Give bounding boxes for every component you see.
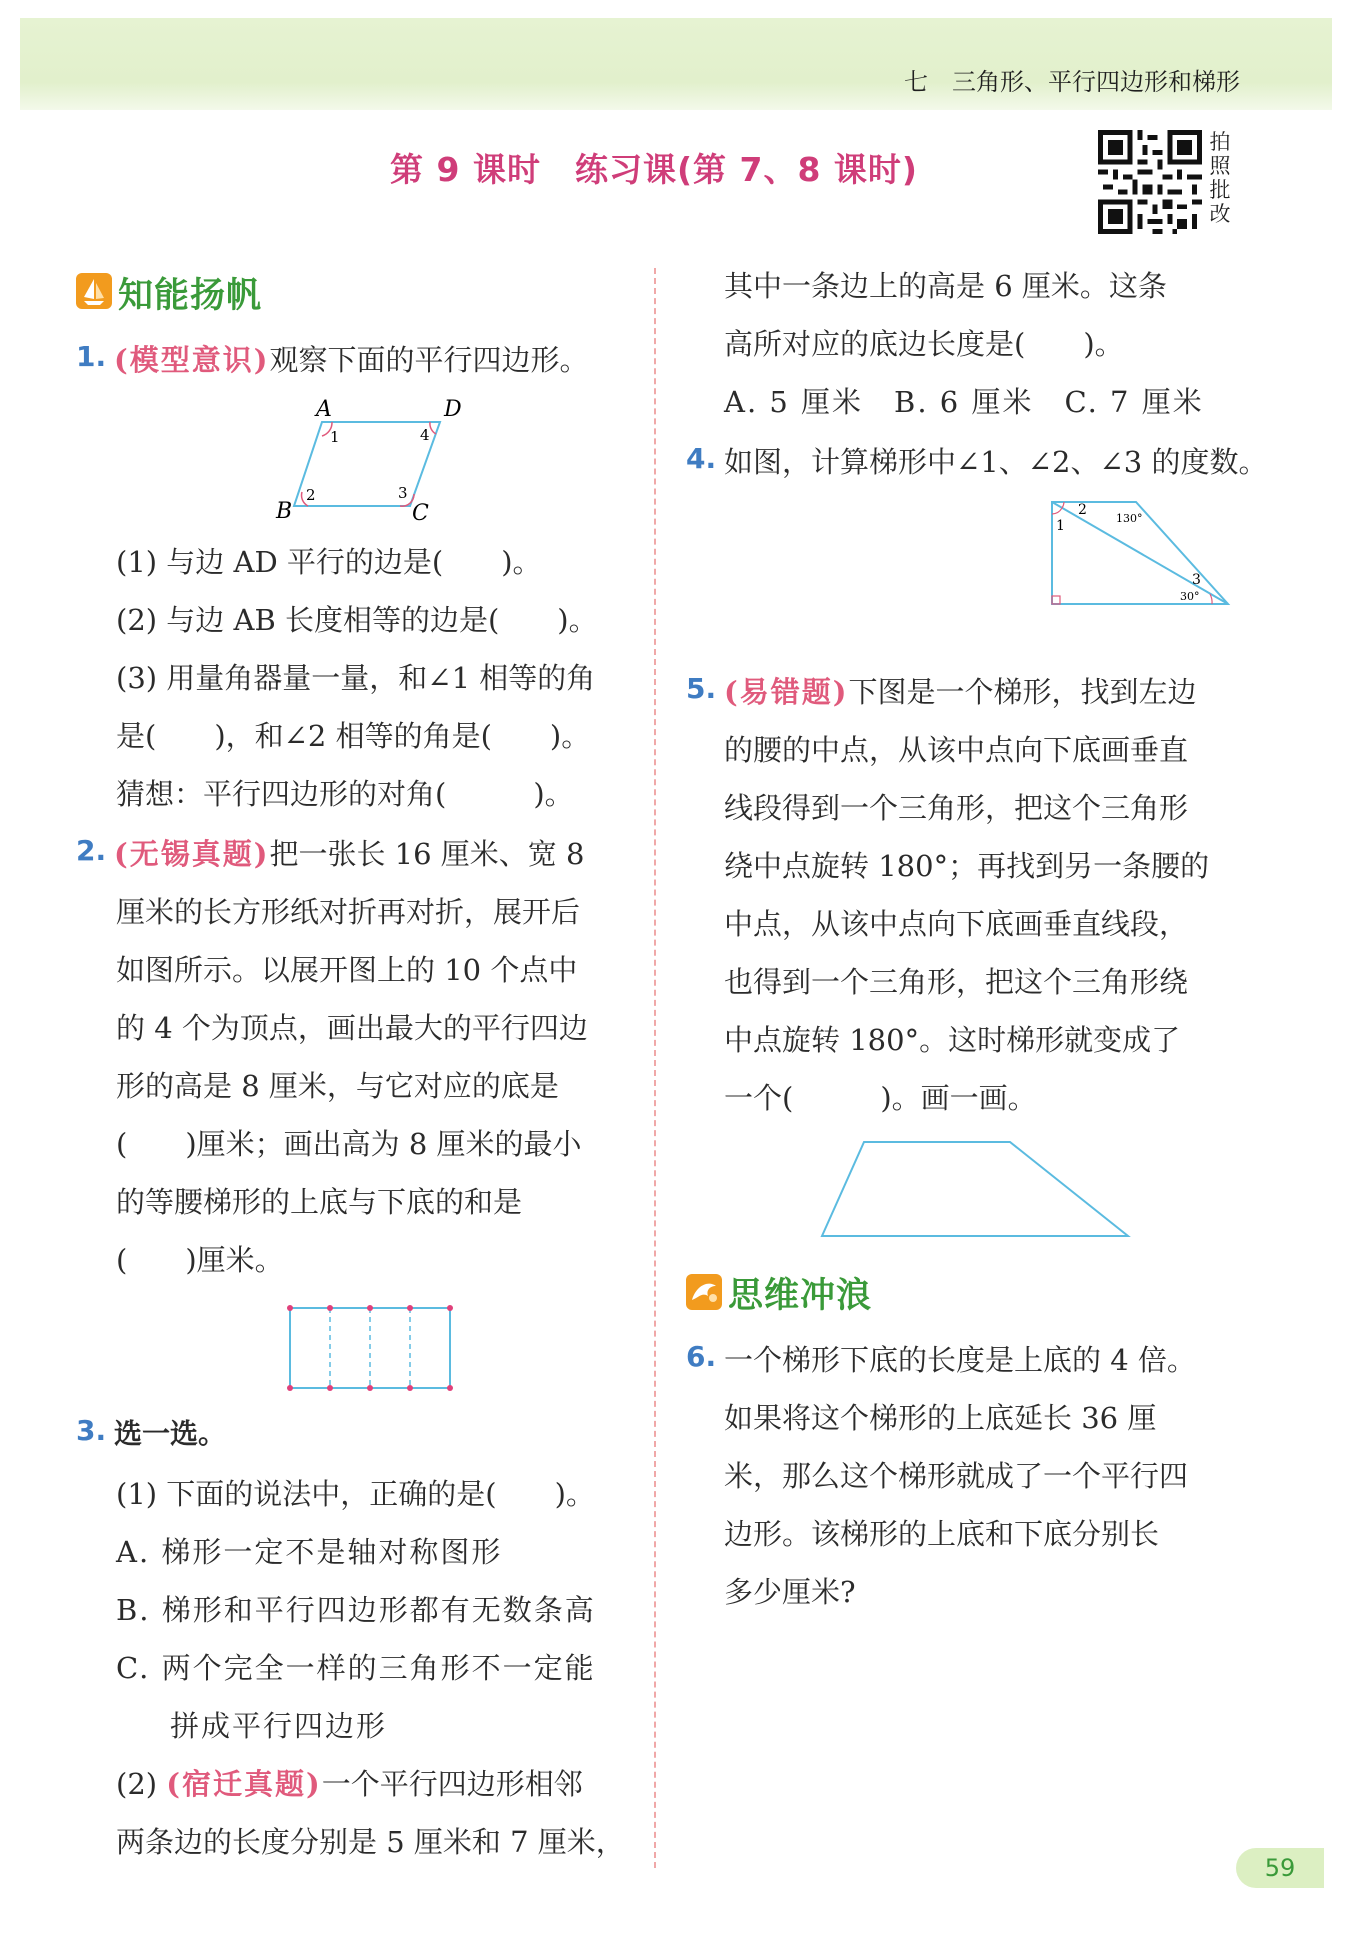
qr-label: 拍 照 批 改	[1209, 130, 1231, 226]
question-number: 1.	[76, 340, 107, 373]
q2-line: 的等腰梯形的上底与下底的和是	[116, 1185, 523, 1219]
section-extend: 思维冲浪	[728, 1276, 873, 1316]
q3-option-c: C. 两个完全一样的三角形不一定能	[116, 1651, 596, 1685]
q4-stem: 如图，计算梯形中∠1、∠2、∠3 的度数。	[724, 445, 1268, 479]
q1-stem: (模型意识)观察下面的平行四边形。	[114, 343, 589, 377]
q3-part2: (2) (宿迁真题)一个平行四边形相邻	[116, 1767, 583, 1801]
q3-option-a: A. 梯形一定不是轴对称图形	[116, 1535, 503, 1569]
q3-part2-line: 高所对应的底边长度是( )。	[724, 327, 1124, 361]
question-number: 3.	[76, 1414, 107, 1447]
angle-label: 3	[1192, 572, 1201, 588]
q5-line: 绕中点旋转 180°；再找到另一条腰的	[724, 849, 1210, 883]
vertex-label: D	[444, 397, 462, 422]
q3-title: 选一选。	[114, 1417, 227, 1450]
chapter-title: 七 三角形、平行四边形和梯形	[904, 68, 1240, 96]
qr-code-icon[interactable]	[1098, 130, 1202, 234]
q6-line: 一个梯形下底的长度是上底的 4 倍。	[724, 1343, 1196, 1377]
q5-line: 的腰的中点，从该中点向下底画垂直	[724, 733, 1189, 767]
angle-value: 30°	[1180, 590, 1200, 603]
angle-label: 1	[1056, 518, 1065, 534]
q6-line: 边形。该梯形的上底和下底分别长	[724, 1517, 1160, 1551]
q2-line: ( )厘米；画出高为 8 厘米的最小	[116, 1127, 582, 1161]
q2-line: (无锡真题)把一张长 16 厘米、宽 8	[114, 837, 585, 871]
question-number: 6.	[686, 1340, 717, 1373]
angle-label: 1	[330, 428, 340, 446]
vertex-label: B	[276, 499, 293, 524]
q3-part2-options: A. 5 厘米 B. 6 厘米 C. 7 厘米	[724, 385, 1204, 419]
q6-line: 米，那么这个梯形就成了一个平行四	[724, 1459, 1189, 1493]
parallelogram-figure	[262, 396, 462, 526]
q3-part2-line: 其中一条边上的高是 6 厘米。这条	[724, 269, 1167, 303]
q5-line: 中点，从该中点向下底画垂直线段，	[724, 907, 1189, 941]
question-number: 4.	[686, 442, 717, 475]
q1-part3-cont: 是( )，和∠2 相等的角是( )。	[116, 719, 591, 753]
vertex-label: C	[412, 501, 429, 526]
q2-line: 的 4 个为顶点，画出最大的平行四边	[116, 1011, 588, 1045]
wave-icon	[686, 1274, 722, 1310]
q2-line: 形的高是 8 厘米，与它对应的底是	[116, 1069, 559, 1103]
folded-paper-figure	[280, 1300, 460, 1396]
question-number: 5.	[686, 672, 717, 705]
q3-part1: (1) 下面的说法中，正确的是( )。	[116, 1477, 595, 1511]
q5-line: (易错题)下图是一个梯形，找到左边	[724, 675, 1197, 709]
q6-line: 多少厘米?	[724, 1575, 856, 1609]
q1-part3: (3) 用量角器量一量，和∠1 相等的角	[116, 661, 596, 695]
lesson-title: 第 9 课时 练习课(第 7、8 课时)	[390, 150, 919, 189]
angle-label: 2	[1078, 502, 1087, 518]
q5-line: 也得到一个三角形，把这个三角形绕	[724, 965, 1189, 999]
page-number: 59	[1236, 1848, 1324, 1888]
q6-line: 如果将这个梯形的上底延长 36 厘	[724, 1401, 1157, 1435]
q1-guess: 猜想：平行四边形的对角( )。	[116, 777, 574, 811]
q5-line: 中点旋转 180°。这时梯形就变成了	[724, 1023, 1181, 1057]
q5-line: 线段得到一个三角形，把这个三角形	[724, 791, 1189, 825]
q3-option-b: B. 梯形和平行四边形都有无数条高	[116, 1593, 596, 1627]
angle-label: 2	[306, 486, 316, 504]
q2-line: 厘米的长方形纸对折再对折，展开后	[116, 895, 581, 929]
q3-option-c-cont: 拼成平行四边形	[170, 1709, 388, 1743]
sail-icon	[76, 273, 112, 309]
question-number: 2.	[76, 834, 107, 867]
q5-line: 一个( )。画一画。	[724, 1081, 1037, 1115]
q1-part1: (1) 与边 AD 平行的边是( )。	[116, 545, 542, 579]
q3-part2-line: 两条边的长度分别是 5 厘米和 7 厘米，	[116, 1825, 625, 1859]
trapezoid-angles-figure	[1040, 494, 1240, 614]
q2-line: ( )厘米。	[116, 1243, 284, 1277]
q1-part2: (2) 与边 AB 长度相等的边是( )。	[116, 603, 598, 637]
angle-label: 4	[420, 426, 430, 444]
angle-value: 130°	[1116, 512, 1143, 525]
trapezoid-figure	[816, 1136, 1136, 1242]
section-basic: 知能扬帆	[118, 276, 263, 316]
angle-label: 3	[398, 484, 408, 502]
vertex-label: A	[316, 397, 332, 422]
column-divider	[654, 268, 656, 1868]
q2-line: 如图所示。以展开图上的 10 个点中	[116, 953, 578, 987]
